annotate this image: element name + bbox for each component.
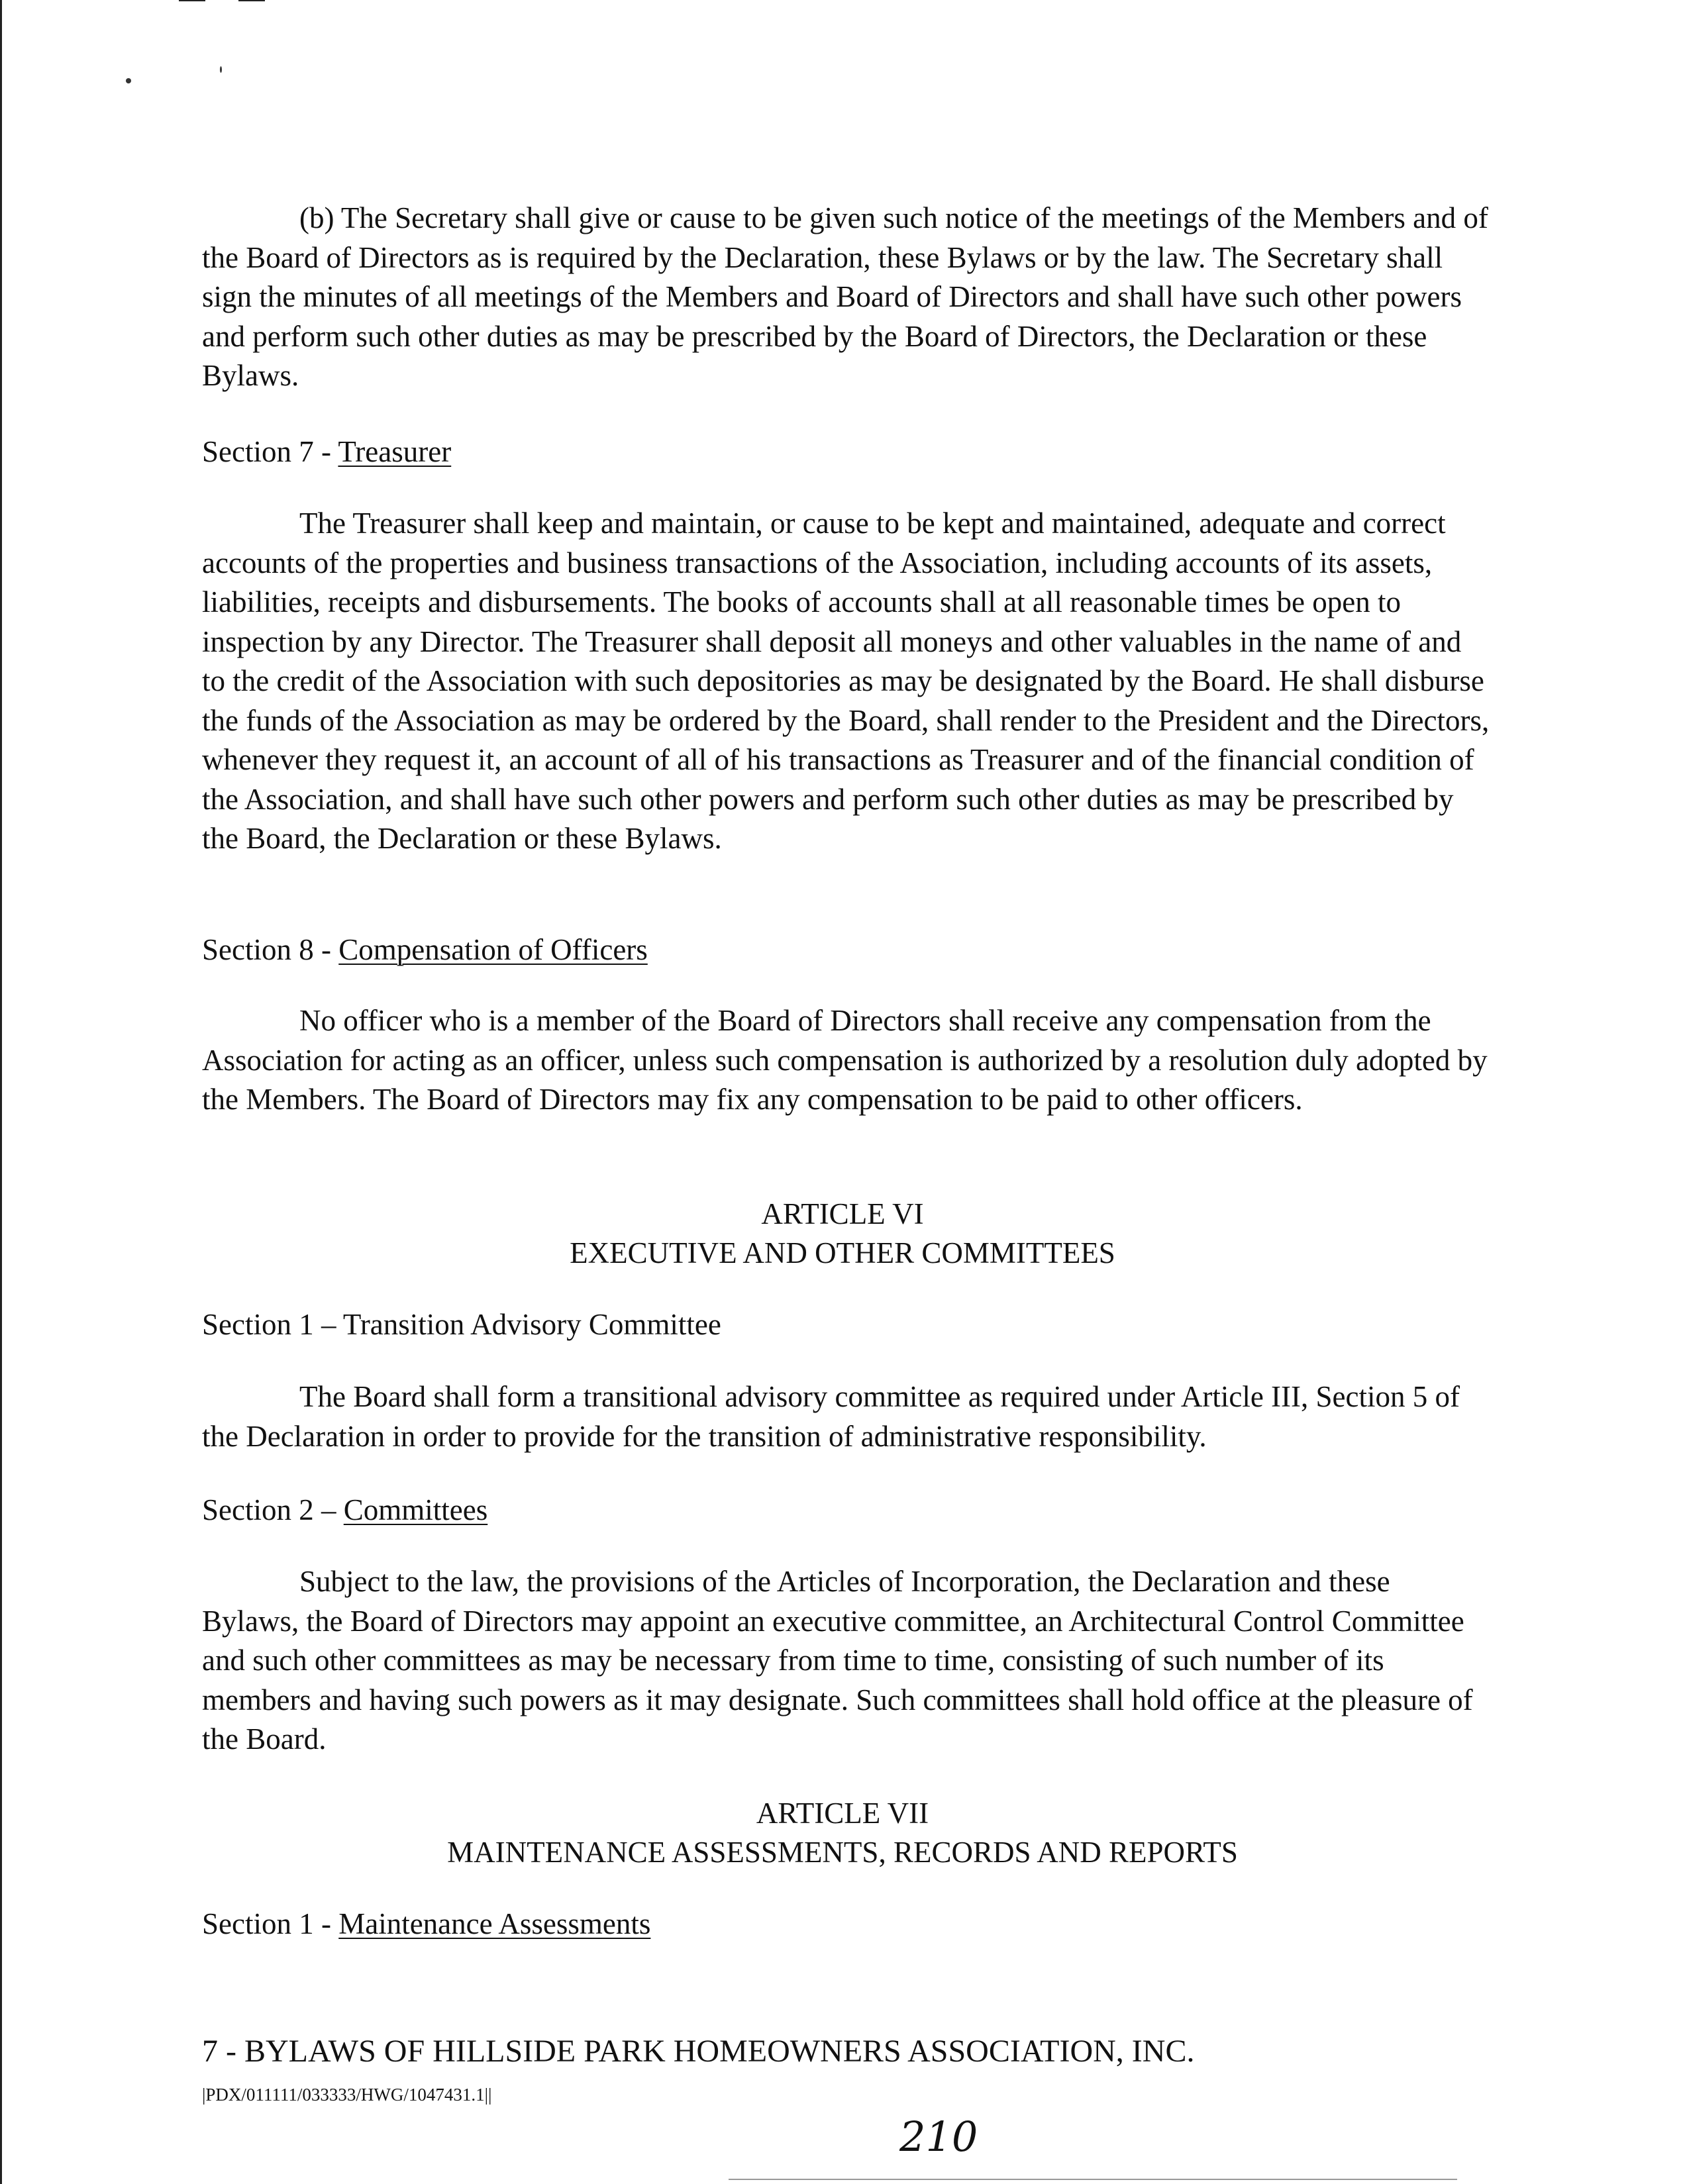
- article-6-section-2-prefix: Section 2 –: [202, 1493, 344, 1526]
- scan-speck: [126, 78, 131, 83]
- article-6-title: EXECUTIVE AND OTHER COMMITTEES: [570, 1236, 1115, 1269]
- article-7-section-1-title: Maintenance Assessments: [338, 1907, 651, 1940]
- scan-edge-bottom: [729, 2179, 1457, 2180]
- paragraph-treasurer: The Treasurer shall keep and maintain, or cause to be kept and maintained, adequate and correct accounts of the properties and business transactions of the Association, including accounts of its assets, liabilities, receipts and disbursements. The books of accounts shall at all reasonable times be open to inspection by any Director. The Treasurer shall deposit all moneys and other valuables in the name of and to the credit of the Association with such depositories as may be designated by the Board. He shall disburse the funds of the Association as may be ordered by the Board, shall render to the President and the Directors, whenever they request it, an account of all of his transactions as Treasurer and of the financial condition of the Association, and shall have such other powers and perform such other duties as may be prescribed by the Board, the Declaration or these Bylaws.: [202, 507, 1490, 855]
- section-7-prefix: Section 7 -: [202, 435, 338, 468]
- section-7-heading: [202, 432, 451, 472]
- article-6-section-2-heading: [202, 1491, 487, 1530]
- footer-title: 7 - BYLAWS OF HILLSIDE PARK HOMEOWNERS ASSOCIATION, INC.: [202, 2034, 1195, 2069]
- scan-edge-top: [179, 0, 205, 1]
- section-8-prefix: Section 8 -: [202, 933, 339, 966]
- footer-document-id: |PDX/011111/033333/HWG/1047431.1||: [202, 2085, 492, 2105]
- article-6-section-2-title: Committees: [343, 1493, 488, 1526]
- article-7-number: ARTICLE VII: [756, 1797, 929, 1830]
- article-6-number: ARTICLE VI: [761, 1197, 924, 1230]
- article-7-section-1-prefix: Section 1 -: [202, 1907, 339, 1940]
- paragraph-transition-committee: The Board shall form a transitional advisory committee as required under Article III, Section 5 of the Declaration in order to provide for the transition of administrative responsibility.: [202, 1380, 1460, 1453]
- paragraph-committees: Subject to the law, the provisions of the Articles of Incorporation, the Declaration and these Bylaws, the Board of Directors may appoint an executive committee, an Architectural Control Committee and such other committees as may be necessary from time to time, consisting of such number of its members and having such powers as it may designate. Such committees shall hold office at the pleasure of the Board.: [202, 1565, 1473, 1756]
- paragraph-secretary-duties: (b) The Secretary shall give or cause to be given such notice of the meetings of the Members and of the Board of Directors as is required by the Declaration, these Bylaws or by the law. The Secretary shall sign the minutes of all meetings of the Members and Board of Directors and shall have such other powers and perform such other duties as may be prescribed by the Board of Directors, the Declaration or these Bylaws.: [202, 201, 1488, 392]
- handwritten-page-number: 210: [899, 2112, 978, 2161]
- paragraph-compensation: No officer who is a member of the Board of Directors shall receive any compensation from the Association for acting as an officer, unless such compensation is authorized by a resolution duly adopted by the Members. The Board of Directors may fix any compensation to be paid to other officers.: [202, 1004, 1488, 1116]
- section-8-heading: [202, 930, 648, 970]
- article-6-section-1-heading: Section 1 – Transition Advisory Committee: [202, 1308, 721, 1341]
- section-7-title: Treasurer: [338, 435, 452, 468]
- scan-speck: [220, 66, 222, 73]
- section-8-title: Compensation of Officers: [338, 933, 648, 966]
- scan-edge-top: [238, 0, 265, 1]
- article-7-title: MAINTENANCE ASSESSMENTS, RECORDS AND REPORTS: [447, 1836, 1238, 1869]
- article-7-section-1-heading: [202, 1905, 650, 1944]
